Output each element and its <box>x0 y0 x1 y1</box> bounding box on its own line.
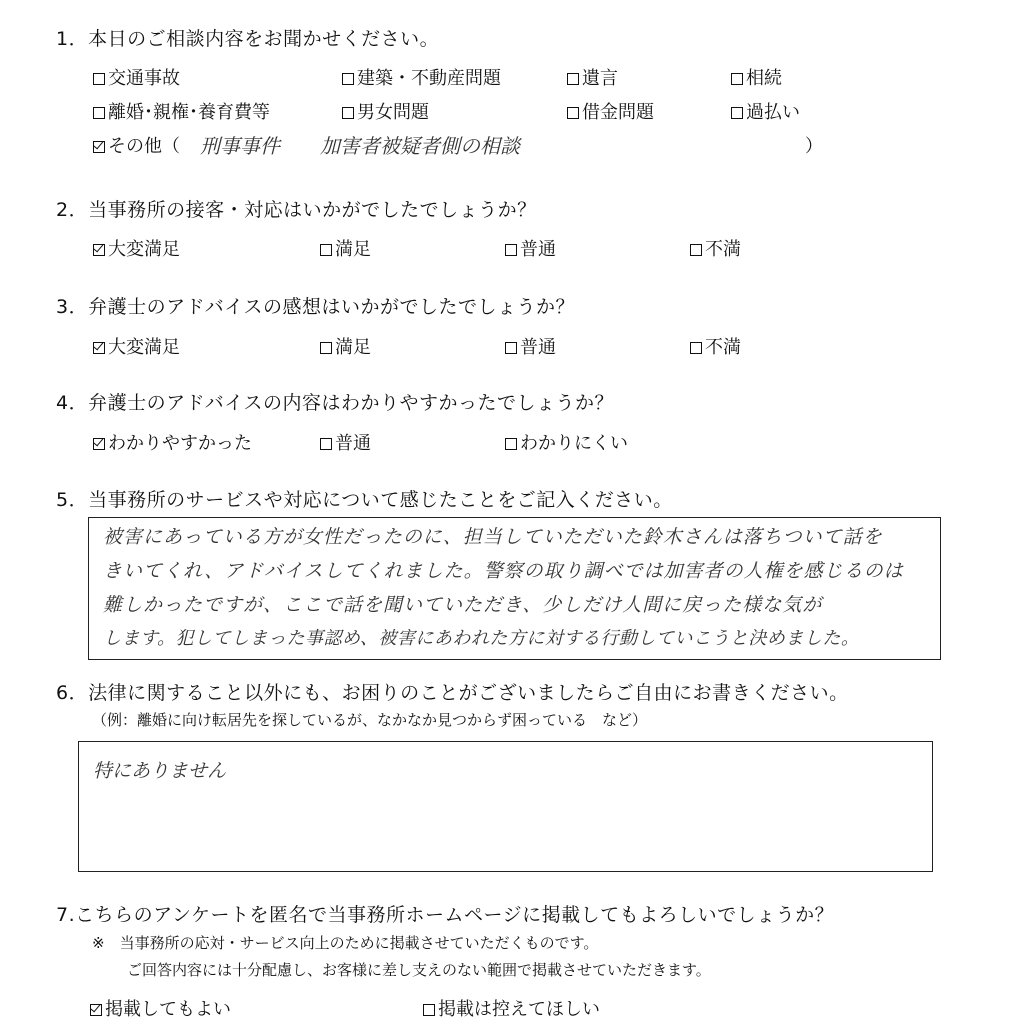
checkbox-icon[interactable] <box>567 73 579 85</box>
q7-option-decline[interactable]: 掲載は控えてほしい <box>423 995 600 1021</box>
q3-title: 3．弁護士のアドバイスの感想はいかがでしたでしょうか？ <box>56 296 576 318</box>
q1-option-will[interactable]: 遺言 <box>567 64 618 90</box>
q5-answer-line-2: きいてくれ、アドバイスしてくれました。警察の取り調べでは加害者の人権を感じるのは <box>103 560 904 582</box>
checkbox-icon[interactable] <box>505 244 517 256</box>
checkbox-icon[interactable] <box>320 342 332 354</box>
checked-checkbox-icon[interactable] <box>93 141 105 153</box>
q1-title: 1．本日のご相談内容をお聞かせください。 <box>56 28 440 50</box>
checkbox-icon[interactable] <box>320 438 332 450</box>
q3-option-dissatisfied[interactable]: 不満 <box>690 333 741 359</box>
checkbox-icon[interactable] <box>423 1004 435 1016</box>
q3-option-normal[interactable]: 普通 <box>505 333 556 359</box>
q4-option-hard[interactable]: わかりにくい <box>505 429 628 455</box>
checkbox-icon[interactable] <box>93 107 105 119</box>
checked-checkbox-icon[interactable] <box>93 244 105 256</box>
q1-option-traffic[interactable]: 交通事故 <box>93 64 180 90</box>
checkbox-icon[interactable] <box>505 342 517 354</box>
checkbox-icon[interactable] <box>690 244 702 256</box>
q1-option-other[interactable]: その他（ <box>93 132 180 158</box>
q5-answer-line-1: 被害にあっている方が女性だったのに、担当していただいた鈴木さんは落ちついて話を <box>103 526 883 548</box>
q1-other-close-paren: ） <box>805 136 823 157</box>
q6-example: （例：離婚に向け転居先を探しているが、なかなか見つからず困っている など） <box>92 711 648 729</box>
checkbox-icon[interactable] <box>320 244 332 256</box>
q2-option-very-satisfied[interactable]: 大変満足 <box>93 235 180 261</box>
q1-option-overpayment[interactable]: 過払い <box>731 98 800 124</box>
checkbox-icon[interactable] <box>690 342 702 354</box>
q5-title: 5．当事務所のサービスや対応について感じたことをご記入ください。 <box>56 489 673 511</box>
q7-option-allow[interactable]: 掲載してもよい <box>90 995 231 1021</box>
checked-checkbox-icon[interactable] <box>90 1004 102 1016</box>
q6-answer-text: 特にありません <box>93 760 227 782</box>
q4-title: 4．弁護士のアドバイスの内容はわかりやすかったでしょうか？ <box>56 392 615 414</box>
q1-option-divorce[interactable]: 離婚･親権･養育費等 <box>93 98 270 124</box>
q1-option-debt[interactable]: 借金問題 <box>567 98 654 124</box>
q2-option-dissatisfied[interactable]: 不満 <box>690 235 741 261</box>
checkbox-icon[interactable] <box>342 107 354 119</box>
q5-answer-line-4: します。犯してしまった事認め、被害にあわれた方に対する行動していこうと決めました。 <box>103 628 860 649</box>
q4-option-normal[interactable]: 普通 <box>320 429 371 455</box>
checkbox-icon[interactable] <box>731 107 743 119</box>
q2-option-satisfied[interactable]: 満足 <box>320 235 371 261</box>
q4-option-easy[interactable]: わかりやすかった <box>93 429 252 455</box>
q1-other-handwritten-answer[interactable]: 刑事事件 加害者被疑者側の相談 <box>200 134 520 158</box>
checkbox-icon[interactable] <box>731 73 743 85</box>
q3-option-satisfied[interactable]: 満足 <box>320 333 371 359</box>
checked-checkbox-icon[interactable] <box>93 342 105 354</box>
q6-answer-box[interactable] <box>78 741 933 872</box>
q3-option-very-satisfied[interactable]: 大変満足 <box>93 333 180 359</box>
q7-note-1: ※ 当事務所の応対・サービス向上のために掲載させていただくものです。 <box>92 934 599 952</box>
q1-option-construction[interactable]: 建築・不動産問題 <box>342 64 501 90</box>
q5-answer-line-3: 難しかったですが、ここで話を聞いていただき、少しだけ人間に戻った様な気が <box>103 594 823 616</box>
checkbox-icon[interactable] <box>505 438 517 450</box>
q2-title: 2．当事務所の接客・対応はいかがでしたでしょうか？ <box>56 199 537 221</box>
q6-title: 6．法律に関すること以外にも、お困りのことがございましたらご自由にお書きください。 <box>56 682 849 704</box>
q7-title: 7.こちらのアンケートを匿名で当事務所ホームページに掲載してもよろしいでしょうか？ <box>56 904 835 926</box>
checkbox-icon[interactable] <box>567 107 579 119</box>
q2-option-normal[interactable]: 普通 <box>505 235 556 261</box>
checkbox-icon[interactable] <box>342 73 354 85</box>
q1-option-relationship[interactable]: 男女問題 <box>342 98 429 124</box>
q1-option-inheritance[interactable]: 相続 <box>731 64 782 90</box>
q7-note-2: ご回答内容には十分配慮し、お客様に差し支えのない範囲で掲載させていただきます。 <box>127 961 711 979</box>
checked-checkbox-icon[interactable] <box>93 438 105 450</box>
q5-answer-box[interactable] <box>88 517 941 660</box>
checkbox-icon[interactable] <box>93 73 105 85</box>
